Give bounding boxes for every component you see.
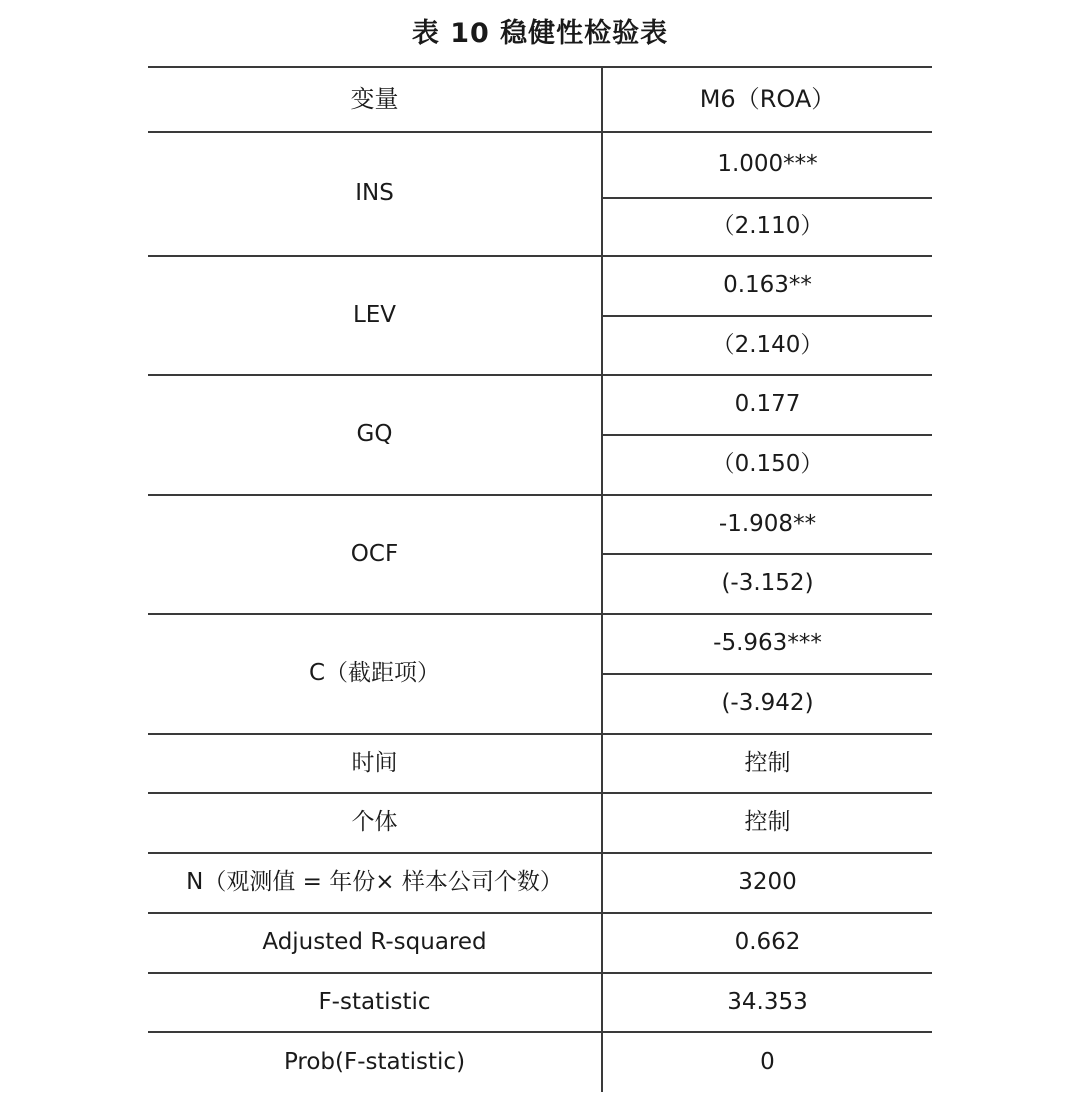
table-title: 表 10 稳健性检验表 (411, 18, 669, 49)
robustness-table (148, 66, 932, 1092)
stat-value: 控制 (744, 809, 791, 836)
coefficient-value: 0.177 (734, 391, 801, 418)
t-statistic-value: (-3.942) (721, 690, 814, 717)
stat-value: 34.353 (727, 988, 808, 1015)
stat-label: Prob(F-statistic) (283, 1048, 466, 1075)
coefficient-value: -1.908** (718, 510, 817, 537)
stat-label: 时间 (351, 749, 398, 776)
variable-name: LEV (352, 301, 397, 328)
stat-value: 0.662 (734, 929, 801, 956)
t-statistic-value: （2.140） (711, 331, 824, 358)
stat-label: 个体 (351, 809, 398, 836)
header-model: M6（ROA） (699, 85, 836, 114)
coefficient-value: 0.163** (723, 272, 812, 299)
t-statistic-value: （2.110） (711, 213, 824, 240)
coefficient-value: -5.963*** (713, 630, 822, 657)
stat-label: Adjusted R-squared (262, 929, 487, 956)
variable-name: INS (355, 180, 394, 207)
variable-name: OCF (350, 540, 399, 567)
stat-value: 控制 (744, 749, 791, 776)
coefficient-value: 1.000*** (717, 151, 818, 178)
stat-label: F-statistic (318, 988, 431, 1015)
stat-value: 0 (760, 1048, 775, 1075)
header-variable: 变量 (350, 85, 399, 114)
stat-label: N（观测值 = 年份× 样本公司个数） (186, 869, 563, 896)
variable-name: GQ (356, 421, 393, 448)
t-statistic-value: (-3.152) (721, 570, 814, 597)
variable-name: C（截距项） (308, 660, 441, 687)
t-statistic-value: （0.150） (711, 451, 824, 478)
stat-value: 3200 (738, 869, 797, 896)
